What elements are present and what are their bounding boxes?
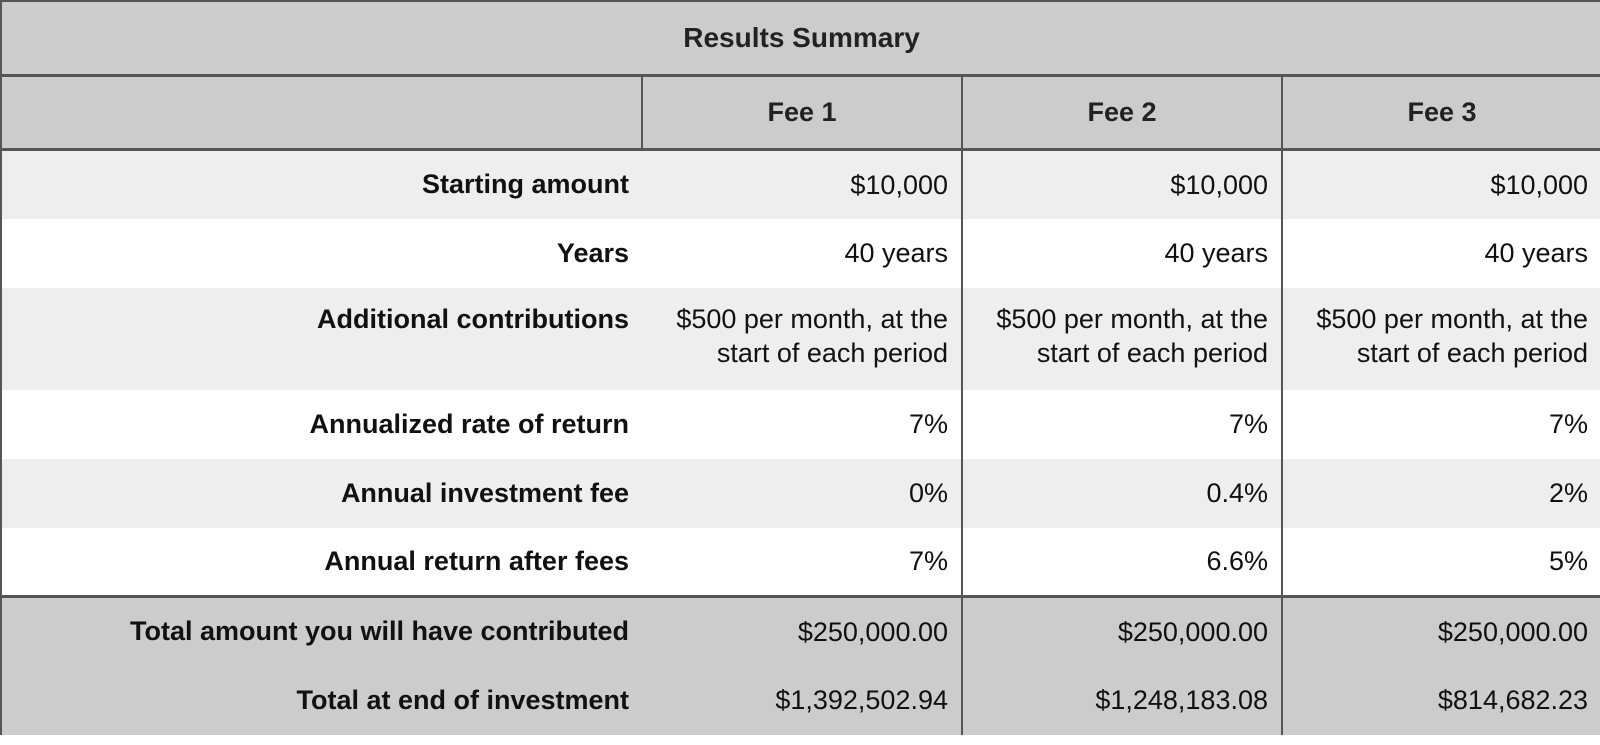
table-row bbox=[1, 459, 1600, 528]
cell-fee-2: $250,000.00 bbox=[962, 597, 1282, 666]
table-row bbox=[1, 219, 1600, 288]
header-row bbox=[1, 76, 1600, 150]
cell-fee-1: $10,000 bbox=[642, 150, 962, 219]
header-cell-fee-3: Fee 3 bbox=[1282, 76, 1600, 150]
row-label: Years bbox=[1, 219, 642, 288]
header-cell-blank bbox=[1, 76, 642, 150]
row-label: Annual investment fee bbox=[1, 459, 642, 528]
total-row bbox=[1, 666, 1600, 735]
title-row bbox=[1, 1, 1600, 76]
cell-fee-3: 5% bbox=[1282, 528, 1600, 597]
cell-fee-3: 40 years bbox=[1282, 219, 1600, 288]
row-label: Total at end of investment bbox=[1, 666, 642, 735]
table-title: Results Summary bbox=[1, 1, 1600, 76]
table-row bbox=[1, 288, 1600, 390]
cell-fee-3: 7% bbox=[1282, 390, 1600, 459]
cell-fee-1: $500 per month, at the start of each period bbox=[642, 288, 962, 390]
cell-fee-3: $250,000.00 bbox=[1282, 597, 1600, 666]
table-row bbox=[1, 150, 1600, 219]
row-label: Total amount you will have contributed bbox=[1, 597, 642, 666]
cell-fee-2: 6.6% bbox=[962, 528, 1282, 597]
row-label: Annual return after fees bbox=[1, 528, 642, 597]
cell-fee-1: 0% bbox=[642, 459, 962, 528]
cell-fee-2: $10,000 bbox=[962, 150, 1282, 219]
cell-fee-1: 7% bbox=[642, 528, 962, 597]
cell-fee-3: 2% bbox=[1282, 459, 1600, 528]
cell-fee-3: $814,682.23 bbox=[1282, 666, 1600, 735]
table-row bbox=[1, 390, 1600, 459]
total-row bbox=[1, 597, 1600, 666]
table-row bbox=[1, 528, 1600, 597]
cell-fee-1: $1,392,502.94 bbox=[642, 666, 962, 735]
cell-fee-3: $10,000 bbox=[1282, 150, 1600, 219]
header-cell-fee-2: Fee 2 bbox=[962, 76, 1282, 150]
cell-fee-2: $500 per month, at the start of each period bbox=[962, 288, 1282, 390]
cell-fee-3: $500 per month, at the start of each period bbox=[1282, 288, 1600, 390]
cell-fee-2: 0.4% bbox=[962, 459, 1282, 528]
cell-fee-1: $250,000.00 bbox=[642, 597, 962, 666]
cell-fee-2: $1,248,183.08 bbox=[962, 666, 1282, 735]
cell-fee-1: 40 years bbox=[642, 219, 962, 288]
cell-fee-2: 40 years bbox=[962, 219, 1282, 288]
row-label: Starting amount bbox=[1, 150, 642, 219]
header-cell-fee-1: Fee 1 bbox=[642, 76, 962, 150]
cell-fee-1: 7% bbox=[642, 390, 962, 459]
row-label: Annualized rate of return bbox=[1, 390, 642, 459]
cell-fee-2: 7% bbox=[962, 390, 1282, 459]
row-label: Additional contributions bbox=[1, 288, 642, 390]
